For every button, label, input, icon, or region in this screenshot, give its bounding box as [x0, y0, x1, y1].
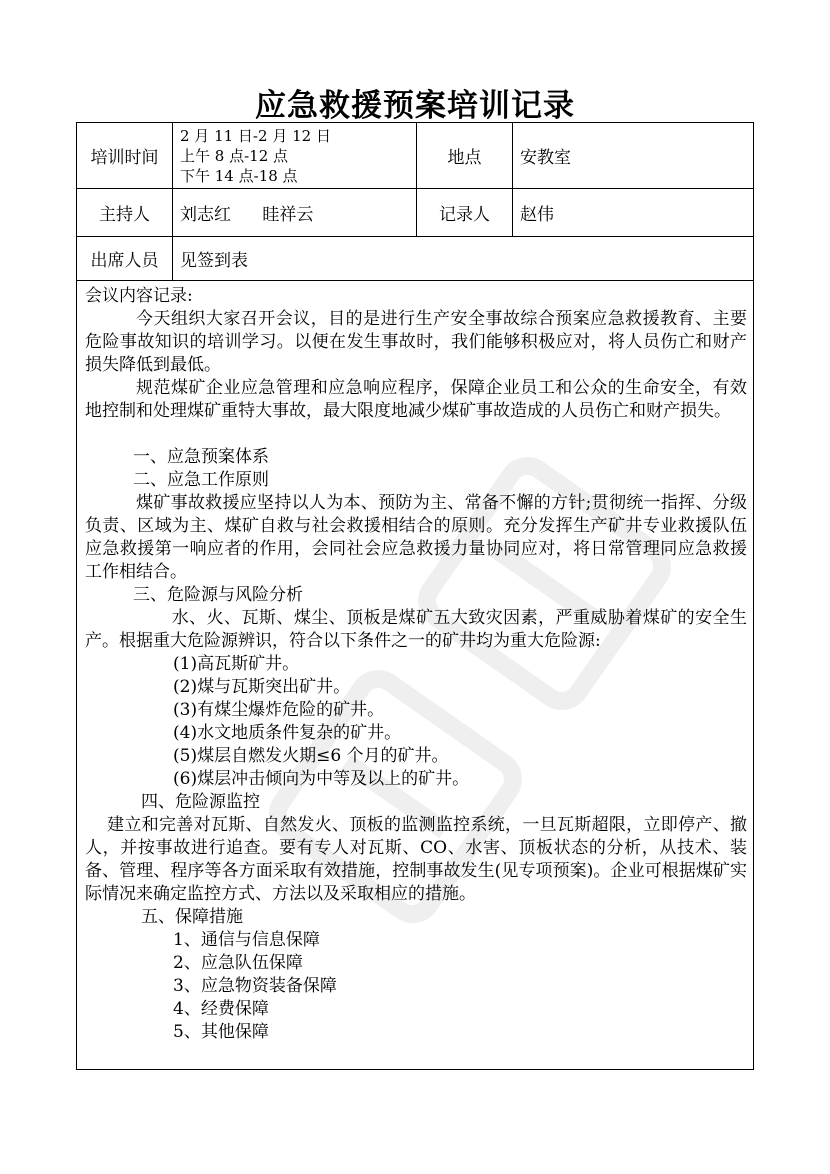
- section-2-heading: 二、应急工作原则: [133, 470, 269, 490]
- recorder-value: 赵伟: [513, 189, 754, 237]
- host-label: 主持人: [77, 189, 173, 237]
- afternoon-time-line: 下午 14 点-18 点: [180, 166, 298, 185]
- location-value: 安教室: [513, 123, 754, 189]
- support-item-4: 4、经费保障: [173, 999, 269, 1019]
- content-row: [77, 281, 754, 1070]
- intro-paragraph-1: 今天组织大家召开会议，目的是进行生产安全事故综合预案应急救援教育、主要危险事故知识的培训学习。以便在发生事故时，我们能够积极应对，将人员伤亡和财产损失降低到最低。: [85, 309, 747, 375]
- section-2-text: 煤矿事故救援应坚持以人为本、预防为主、常备不懈的方针;贯彻统一指挥、分级负责、区域为主、煤矿自救与社会救援相结合的原则。充分发挥生产矿井专业救援队伍应急救援第一响应者的作用，会同社会应急救援力量协同应对，将日常管理同应急救援工作相结合。: [85, 493, 747, 582]
- section-1-heading: 一、应急预案体系: [133, 447, 269, 467]
- support-item-5: 5、其他保障: [173, 1022, 269, 1042]
- support-item-1: 1、通信与信息保障: [173, 930, 320, 950]
- host-row: [77, 189, 754, 237]
- meeting-content: [77, 281, 754, 1070]
- intro-paragraph-2: 规范煤矿企业应急管理和应急响应程序，保障企业员工和公众的生命安全，有效地控制和处理煤矿重特大事故，最大限度地减少煤矿事故造成的人员伤亡和财产损失。: [85, 378, 747, 421]
- blank-line: [85, 423, 747, 446]
- host-name-1: 刘志红: [180, 205, 231, 225]
- section-5-heading: 五、保障措施: [141, 907, 243, 927]
- content-heading: 会议内容记录:: [85, 286, 193, 306]
- section-3-text: 水、火、瓦斯、煤尘、顶板是煤矿五大致灾因素，严重威胁着煤矿的安全生产。根据重大危险源辨识，符合以下条件之一的矿井均为重大危险源:: [85, 608, 747, 651]
- morning-time-line: 上午 8 点-12 点: [180, 146, 289, 165]
- page-title: 应急救援预案培训记录: [255, 88, 575, 124]
- section-4-text: 建立和完善对瓦斯、自然发火、顶板的监测监控系统，一旦瓦斯超限，立即停产、撤人，并按事故进行追查。要有专人对瓦斯、CO、水害、顶板状态的分析，从技术、装备、管理、程序等各方面采取有效措施，控制事故发生(见专项预案)。企业可根据煤矿实际情况来确定监控方式、方法以及采取相应的措施。: [85, 815, 747, 904]
- host-name-2: 眭祥云: [262, 205, 314, 225]
- hazard-item-4: (4)水文地质条件复杂的矿井。: [173, 723, 402, 743]
- hazard-item-6: (6)煤层冲击倾向为中等及以上的矿井。: [173, 769, 470, 789]
- training-time-row: [77, 123, 754, 189]
- section-3-heading: 三、危险源与风险分析: [133, 585, 303, 605]
- support-item-3: 3、应急物资装备保障: [173, 976, 337, 996]
- training-time-value: [173, 123, 417, 189]
- attendees-value: 见签到表: [173, 237, 754, 281]
- hazard-item-1: (1)高瓦斯矿井。: [173, 654, 300, 674]
- hazard-item-3: (3)有煤尘爆炸危险的矿井。: [173, 700, 385, 720]
- hazard-item-5: (5)煤层自燃发火期≤6 个月的矿井。: [173, 746, 449, 766]
- attendees-row: [77, 237, 754, 281]
- training-date-line: 2 月 11 日-2 月 12 日: [180, 126, 331, 145]
- host-value: [173, 189, 417, 237]
- hazard-item-2: (2)煤与瓦斯突出矿井。: [173, 677, 351, 697]
- support-item-2: 2、应急队伍保障: [173, 953, 303, 973]
- section-4-heading: 四、危险源监控: [141, 792, 260, 812]
- record-table: [76, 122, 754, 1070]
- attendees-label: 出席人员: [77, 237, 173, 281]
- recorder-label: 记录人: [417, 189, 513, 237]
- location-label: 地点: [417, 123, 513, 189]
- training-time-label: 培训时间: [77, 123, 173, 189]
